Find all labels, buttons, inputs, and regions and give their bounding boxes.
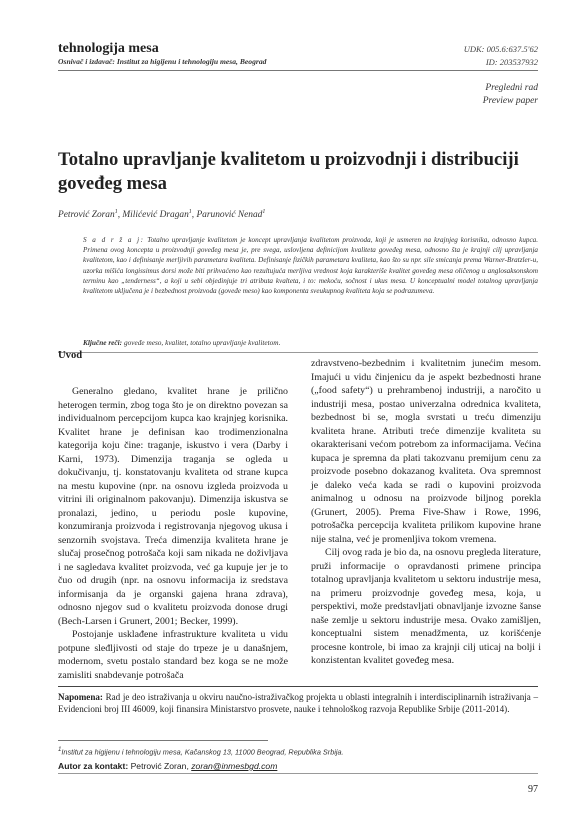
- contact-author: [58, 761, 277, 771]
- page-number: 97: [528, 784, 538, 795]
- funding-note: [58, 691, 538, 716]
- journal-title: tehnologija mesa: [58, 41, 159, 56]
- publisher-line: Osnivač i izdavač: Institut za higijenu i tehnologiju mesa, Beograd: [58, 57, 267, 66]
- author-name: Milićević Dragan: [122, 210, 189, 221]
- footnote-divider: [58, 740, 268, 741]
- keywords: [83, 338, 280, 347]
- keywords-label: Ključne reči:: [83, 338, 123, 347]
- section-heading: Uvod: [58, 350, 83, 361]
- note-divider: [58, 686, 538, 687]
- author-name: Parunović Nenad: [196, 210, 263, 221]
- note-label: Napomena:: [58, 692, 103, 702]
- contact-name: Petrović Zoran,: [130, 761, 189, 771]
- paper-type: [483, 82, 538, 108]
- footnote-text: Institut za higijenu i tehnologiju mesa, Kačanskog 13, 11000 Beograd, Republika Srbija.: [61, 747, 344, 757]
- keywords-text: goveđe meso, kvalitet, totalno upravljanje kvalitetom.: [123, 338, 281, 347]
- paper-type-en: Preview paper: [482, 96, 538, 106]
- note-text: Rad je deo istraživanja u okviru naučno-istraživačkog projekta u oblasti integralnih i interdisciplinarnih istraživanja – Evidencioni broj III 46009, koji finansira Ministarstvo prosvete, nauke i tehnološkog razvoja Republike Srbije (2011-2014).: [58, 692, 538, 715]
- paragraph: Postojanje usklađene infrastrukture kvaliteta u vidu potpune sleđljivosti od staje do trpeze je u današnjem, modernom, svetu postalo standard bez koga se ne može zamisliti snabdevanje potrošača: [58, 629, 288, 681]
- body-column-right: [311, 357, 541, 668]
- page-bottom-divider: [58, 773, 538, 774]
- footnote-mark: 1: [58, 746, 62, 753]
- affiliation-mark: 1: [188, 209, 192, 215]
- paper-type-sr: Pregledni rad: [485, 83, 538, 93]
- author-name: Petrović Zoran: [58, 210, 115, 221]
- abstract: [83, 235, 538, 296]
- footnote: [58, 746, 344, 756]
- affiliation-mark: 1: [114, 209, 118, 215]
- author-list: Petrović Zoran$^1$, Milićević Dragan$^1$, Parunović Nenad$^1$: [58, 209, 266, 221]
- udk-code: UDK: 005.6:637.5'62: [463, 44, 538, 54]
- abstract-divider: [58, 352, 538, 353]
- paragraph: Generalno gledano, kvalitet hrane je prilično heterogen termin, zbog toga što je on direktno povezan sa individualnom percepcijom kupca kao krajnjeg korisnika. Kvalitet hrane je definisan kao trodimenzionalna kategorija koju čine: traganje, iskustvo i vera (Darby i Karni, 1973). Dimenzija traganja se ogleda u dokučivanju, tj. konstatovanju kvaliteta od strane kupca na mestu kupovine (npr. na osnovu izgleda proizvoda u vitrini ili originalnom pakovanju). Dimenzija iskustva se pronalazi, jedino, u periodu posle kupovine, konzumiranja proizvoda i registrovanja njegovog ukusa i senzornih svojstava. Treća dimenzija kvaliteta hrane je slučaj prosečnog potrošača koji sam nikada ne doživljava i ne sagledava kvalitet proizvoda, već ga kupuje jer je to čuo od drugih (npr. na osnovu informacija iz sredstava informisanja da je organski gajena hrana zdrava), odnosno njegov sud o kvalitetu proizvoda donose drugi (Bech-Larsen i Grunert, 2001; Becker, 1999).: [58, 386, 288, 627]
- paragraph: zdravstveno-bezbednim i kvalitetnim junećim mesom. Imajući u vidu činjenicu da je aspekt bezbednosti hrane („food safety“) u prehrambenoj industriji, a naročito u industriji mesa, postao univerzalna odrednica kvaliteta, bezbednost bi se, mogla svrstati u treću dimenziju kvaliteta hrane. Atributi treće dimenzije kvaliteta su okarakterisani većom potrebom za informacijama. Većina kupaca je spremna da plati takozvanu premijum cenu za proizvode posebno dokazanog kvaliteta. Ova spremnost je daleko veća kada se radi o kupovini proizvoda animalnog u odnosu na proizvode biljnog porekla (Grunert, 2005). Prema Five-Shaw i Rowe, 1996, potrošačka percepcija kvaliteta prilikom kupovine hrane nije stalna, već je promenljiva tokom vremena.: [311, 358, 541, 545]
- affiliation-mark: 1: [262, 209, 266, 215]
- abstract-label: S a d r ž a j:: [83, 236, 145, 244]
- article-title: Totalno upravljanje kvalitetom u proizvodnji i distribuciji goveđeg mesa: [58, 149, 519, 194]
- contact-label: Autor za kontakt:: [58, 761, 129, 771]
- article-id: ID: 203537932: [485, 57, 538, 67]
- paragraph: Cilj ovog rada je bio da, na osnovu pregleda literature, pruži informacije o opravdanosti primene principa totalnog upravljanja kvalitetom u sektoru industrije mesa, na primeru proizvodnje goveđeg mesa, koja, u perspektivi, može predstavljati obnavljanje izvozne šanse naše zemlje u sektoru industrije mesa. Ovako zamišljen, konceptualni sistem menadžmenta, uz korišćenje procesne kontrole, bi imao za krajnji cilj uticaj na bolji i konzistentan kvalitet goveđeg mesa.: [311, 547, 541, 666]
- contact-email-link[interactable]: zoran@inmesbgd.com: [191, 761, 278, 771]
- abstract-text: Totalno upravljanje kvalitetom je koncept upravljanja kvalitetom proizvoda, koji je usmeren na krajnjeg korisnika, odnosno kupca. Primena ovog koncepta u proizvodnji goveđeg mesa je, pre svega, uslovljena definicijom kvaliteta goveđeg mesa, odnosno šta je krajnji cilj upravljanja kvalitetom, kao i definisanje merljivih parametara kvaliteta. Definisanje fizičkih parametara kvaliteta, kao što su npr. sile smicanja prema Warner-Bratzler-u, uzorka mišića longissimus dorsi može biti prihvaćeno kao rezultujuća merljiva vrednost koja karakteriše kvalitet goveđeg mesa oličenog u anglosaksonskom terminu kao „tenderness“, a koji u sebi objedinjuje tri atributa kvalteta, i to: mekoću, sočnost i ukus mesa. U konceptualni model totalnog upravljanja kvalitetom uključena je i bezbednost proizvoda (goveđe meso) kao komponenta sveukupnog kvaliteta koja se podrazumeva.: [83, 236, 538, 296]
- header-divider: [58, 70, 538, 71]
- body-column-left: [58, 385, 288, 682]
